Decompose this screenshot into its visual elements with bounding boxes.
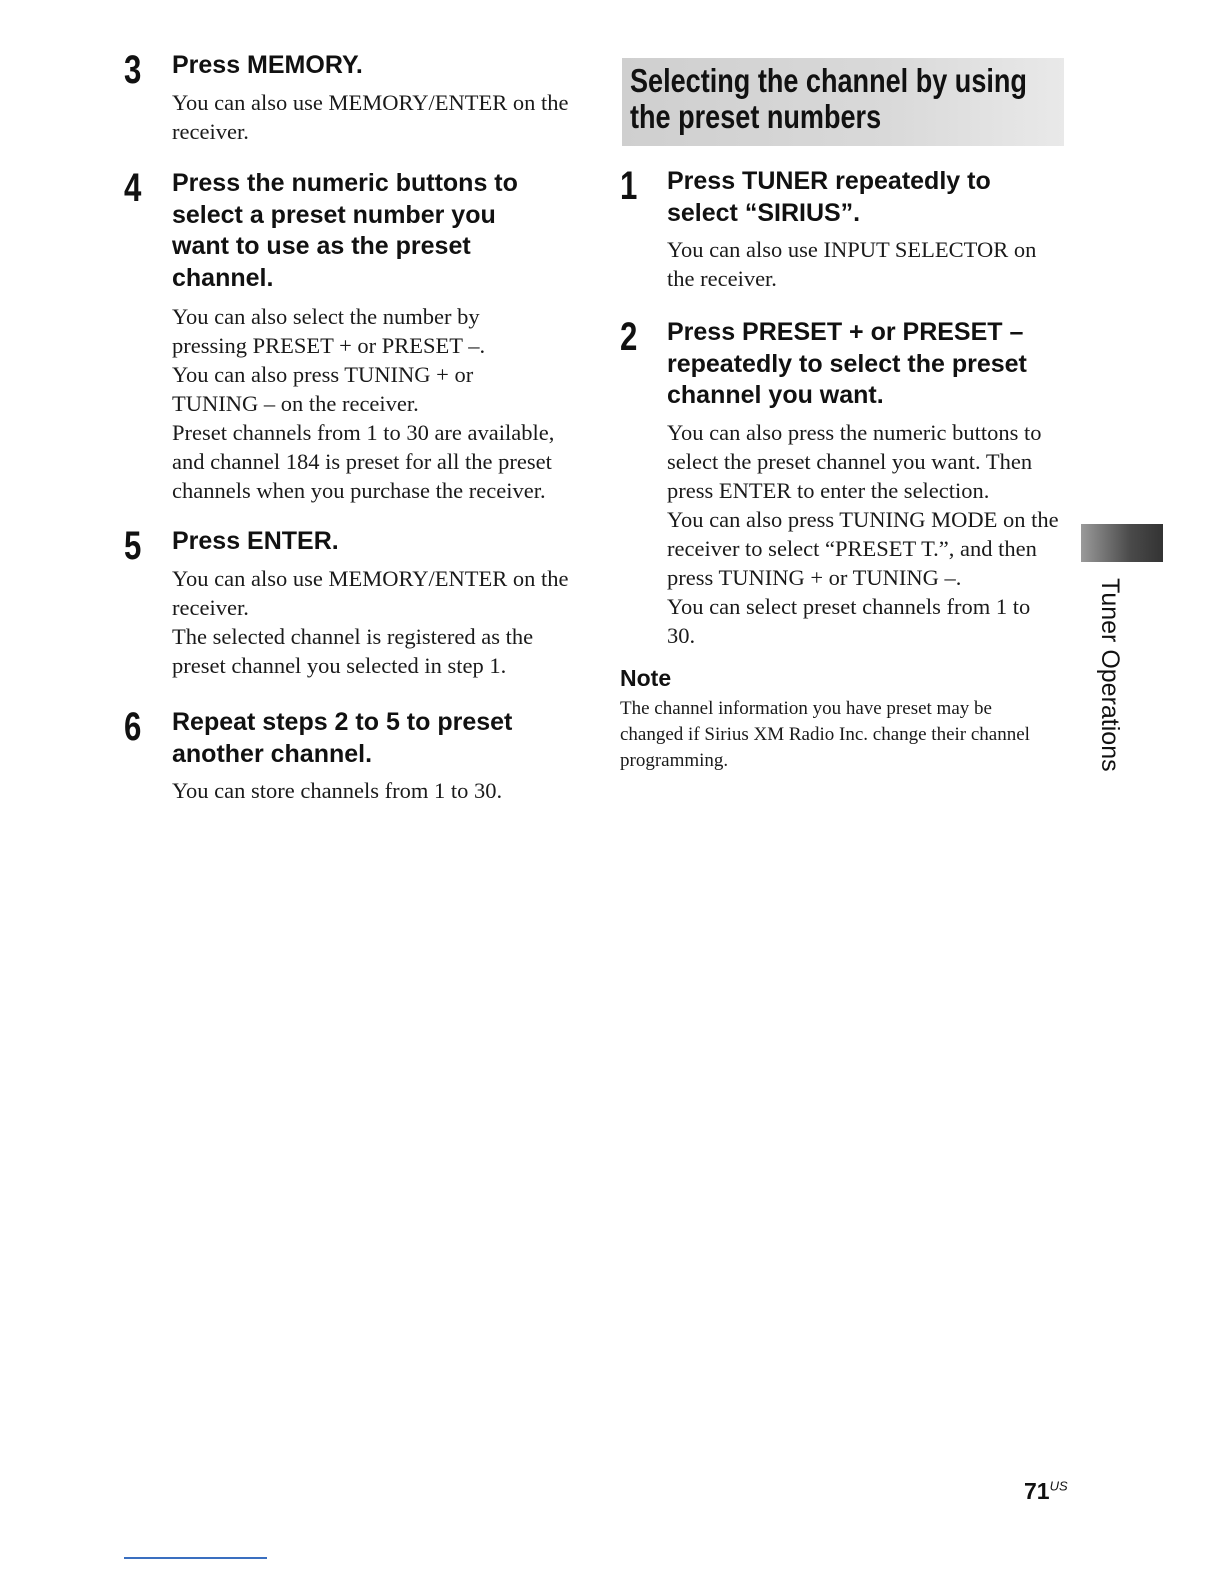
section-title-line1: Selecting the channel by using [630, 62, 1027, 99]
page-number-suffix: US [1049, 1478, 1068, 1494]
step-heading: Repeat steps 2 to 5 to preset another channel. [172, 708, 513, 768]
side-tab-label [1090, 578, 1124, 773]
step-text: You can also press TUNING + or TUNING – on the receiver. [172, 362, 474, 416]
step-heading: Press ENTER. [172, 527, 339, 555]
section-title-line2: the preset numbers [630, 98, 882, 135]
step-6 [124, 707, 584, 805]
step-text: You can also use MEMORY/ENTER on the receiver. [172, 89, 569, 144]
step-number: 4 [124, 166, 142, 210]
step-text: You can also use MEMORY/ENTER on the receiver. [172, 565, 569, 620]
step-number: 3 [124, 48, 142, 92]
step-number: 6 [124, 705, 142, 749]
step-4 [124, 168, 584, 520]
step-text: You can also select the number by pressing PRESET + or PRESET –. [172, 304, 486, 358]
step-heading: Press PRESET + or PRESET – repeatedly to select the preset channel you want. [667, 318, 1027, 409]
step-number: 5 [124, 524, 142, 568]
step-1 [620, 166, 1065, 311]
note-text: The channel information you have preset may be changed if Sirius XM Radio Inc. change their channel programming. [620, 697, 1030, 771]
step-heading: Press the numeric buttons to select a preset number you want to use as the preset channel. [172, 169, 518, 292]
step-5 [124, 526, 584, 701]
left-column [124, 44, 584, 805]
step-number: 1 [620, 164, 638, 208]
step-2 [620, 317, 1065, 650]
section-tab-marker [1081, 524, 1163, 562]
step-number: 2 [620, 315, 638, 359]
section-title [622, 58, 1064, 146]
step-text: You can also press the numeric buttons to select the preset channel you want. Then press ENTER to enter the selection. [667, 419, 1042, 503]
step-heading: Press MEMORY. [172, 51, 363, 79]
note-block [620, 664, 1050, 774]
right-column [620, 160, 1065, 774]
page-number-value: 71 [1024, 1478, 1050, 1504]
note-label: Note [620, 664, 672, 691]
step-text: You can also press TUNING MODE on the receiver to select “PRESET T.”, and then press TUNING + or TUNING –. [667, 506, 1059, 590]
step-text: You can also use INPUT SELECTOR on the receiver. [667, 237, 1037, 291]
step-text: The selected channel is registered as the preset channel you selected in step 1. [172, 623, 534, 678]
step-heading: Press TUNER repeatedly to select “SIRIUS”. [667, 167, 991, 227]
side-tab-text: Tuner Operations [1096, 578, 1124, 772]
footer-rule [124, 1557, 267, 1559]
step-text: You can select preset channels from 1 to 30. [667, 593, 1031, 648]
step-text: You can store channels from 1 to 30. [172, 778, 503, 803]
step-3 [124, 50, 584, 168]
page-number [1024, 1478, 1068, 1505]
step-text: Preset channels from 1 to 30 are available, and channel 184 is preset for all the preset channels when you purchase the receiver. [172, 420, 555, 503]
